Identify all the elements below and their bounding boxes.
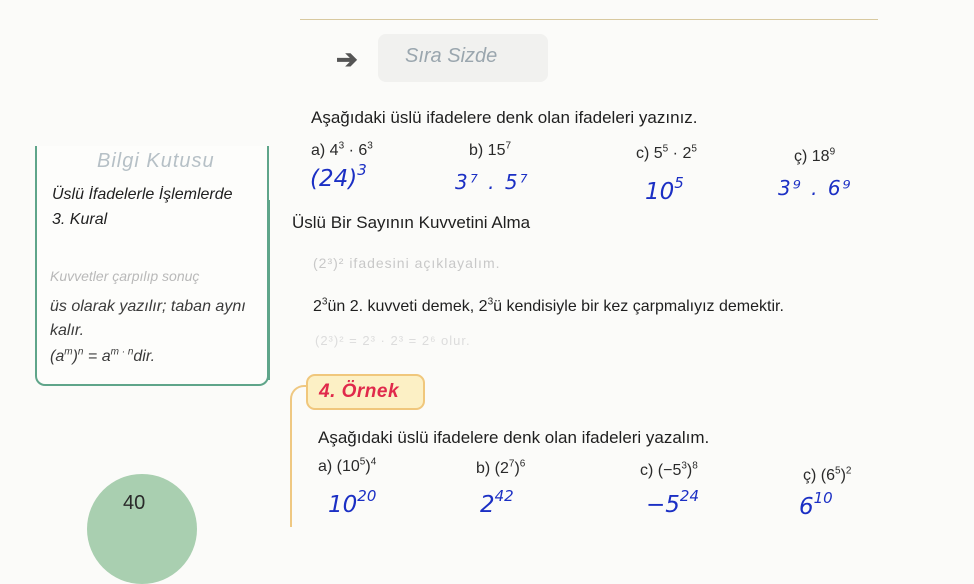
example-c: c) $(-5^3)^8$ (640, 460, 698, 479)
info-box-divider (268, 200, 270, 380)
faded-line: (2³)² ifadesini açıklayalım. (313, 255, 501, 271)
exercise-c: c) $5^5 \cdot 2^5$ (636, 143, 697, 162)
example-badge: 4. Örnek (306, 374, 425, 410)
exercise-a: a) $4^3 \cdot 6^3$ (311, 140, 373, 159)
page-number: 40 (123, 492, 146, 514)
answer-b: 3⁷ . 5⁷ (455, 170, 530, 194)
info-box-subtitle: Üslü İfadelerle İşlemlerde (52, 186, 233, 203)
body-line: $2^3ün$ 2. kuvveti demek, $2^3ü$ kendisiyle bir kez çarpmalıyız demektir. (313, 296, 784, 315)
info-box-formula: $(a^m)^n = a^{m \cdot n}dir$. (50, 346, 156, 365)
example-answer-c: $-5^{24}$ (646, 487, 699, 518)
info-box-text-2: üs olarak yazılır; taban aynı (50, 298, 246, 315)
example-answer-cc: $6^{10}$ (799, 489, 833, 520)
example-answer-a: $10^{20}$ (328, 487, 377, 518)
top-divider (300, 19, 878, 20)
example-cc: ç) $(6^5)^2$ (803, 465, 852, 484)
answer-c: $10^5$ (645, 174, 684, 205)
arrow-right-icon: ➔ (336, 44, 358, 74)
answer-a: $(24)^3$ (310, 161, 367, 192)
faded-line-2: (2³)² = 2³ · 2³ = 2⁶ olur. (315, 333, 471, 348)
example-b: b) $(2^7)^6$ (476, 458, 526, 477)
example-answer-b: $2^{42}$ (480, 487, 514, 518)
info-box-text-3: kalır. (50, 322, 85, 339)
info-box-rule: 3. Kural (52, 211, 108, 228)
exercise-cc: ç) $18^9$ (794, 146, 836, 165)
question-2: Aşağıdaki üslü ifadelere denk olan ifadeleri yazalım. (318, 428, 710, 447)
sira-sizde-title: Sıra Sizde (405, 45, 498, 67)
info-box-faded-text: Kuvvetler çarpılıp sonuç (50, 268, 200, 284)
page-number-badge (87, 474, 197, 584)
info-box-title: Bilgi Kutusu (97, 150, 215, 172)
exercise-b: b) $15^7$ (469, 140, 512, 159)
section-title: Üslü Bir Sayının Kuvvetini Alma (292, 213, 531, 232)
answer-cc: 3⁹ . 6⁹ (778, 176, 853, 200)
example-a: a) $(10^5)^4$ (318, 456, 377, 475)
question-1: Aşağıdaki üslü ifadelere denk olan ifadeleri yazınız. (311, 108, 698, 127)
